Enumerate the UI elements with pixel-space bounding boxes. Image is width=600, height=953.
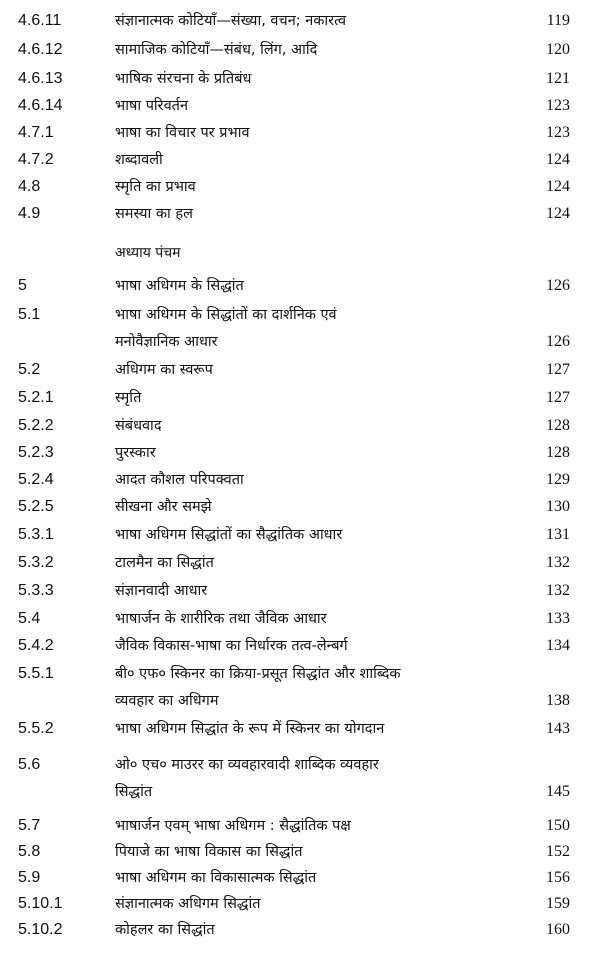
- entry-number: 5.2: [18, 361, 41, 378]
- entry-number: 5.4.2: [18, 637, 54, 654]
- entry-page: 124: [546, 178, 570, 195]
- entry-title: भाषार्जन के शारीरिक तथा जैविक आधार: [115, 611, 327, 627]
- entry-page: 124: [546, 205, 570, 222]
- entry-page: 156: [546, 869, 570, 886]
- entry-title: संज्ञानात्मक कोटियाँ—संख्या, वचन; नकारत्व: [115, 13, 347, 29]
- entry-page: 128: [546, 444, 570, 461]
- entry-page: 130: [546, 498, 570, 515]
- entry-number: 5.7: [18, 817, 41, 834]
- entry-title: स्मृति का प्रभाव: [115, 179, 196, 195]
- entry-title: अधिगम का स्वरूप: [115, 362, 213, 378]
- entry-number: 4.6.13: [18, 70, 63, 87]
- entry-page: 145: [546, 783, 570, 800]
- entry-page: 134: [546, 637, 570, 654]
- entry-number: 5.1: [18, 306, 41, 323]
- entry-title: संज्ञानवादी आधार: [115, 583, 208, 599]
- entry-number: 5.2.3: [18, 444, 54, 461]
- entry-title: पियाजे का भाषा विकास का सिद्धांत: [115, 844, 303, 860]
- entry-title: भाषा अधिगम का विकासात्मक सिद्धांत: [115, 870, 317, 886]
- entry-number: 4.9: [18, 205, 41, 222]
- entry-number: 5.2.1: [18, 389, 54, 406]
- entry-page: 132: [546, 554, 570, 571]
- entry-page: 143: [546, 720, 570, 737]
- entry-number: 4.6.11: [18, 12, 62, 29]
- entry-title: स्मृति: [115, 390, 142, 406]
- entry-title: पुरस्कार: [115, 445, 156, 461]
- entry-page: 131: [546, 526, 570, 543]
- entry-page: 159: [546, 895, 570, 912]
- entry-number: 4.7.2: [18, 151, 54, 168]
- entry-page: 129: [546, 471, 570, 488]
- entry-number: 5.2.4: [18, 471, 54, 488]
- entry-title: बी० एफ० स्किनर का क्रिया-प्रसूत सिद्धांत और शाब्दिक: [115, 666, 401, 682]
- entry-page: 126: [546, 277, 570, 294]
- entry-number: 5.10.1: [18, 895, 63, 912]
- entry-number: 5.2.2: [18, 417, 54, 434]
- entry-page: 127: [546, 361, 570, 378]
- entry-number: 5.10.2: [18, 921, 63, 938]
- entry-number: 5: [18, 277, 27, 294]
- entry-title-line2: व्यवहार का अधिगम: [115, 693, 219, 709]
- entry-title: भाषा का विचार पर प्रभाव: [115, 125, 250, 141]
- entry-title: भाषार्जन एवम् भाषा अधिगम : सैद्धांतिक पक्ष: [115, 818, 351, 834]
- entry-page: 138: [546, 692, 570, 709]
- entry-title: संज्ञानात्मक अधिगम सिद्धांत: [115, 896, 261, 912]
- entry-title: टालमैन का सिद्धांत: [115, 555, 214, 571]
- entry-title: आदत कौशल परिपक्वता: [115, 472, 244, 488]
- entry-number: 4.8: [18, 178, 41, 195]
- entry-number: 5.3.1: [18, 526, 54, 543]
- entry-number: 5.4: [18, 610, 41, 627]
- entry-number: 4.6.12: [18, 41, 63, 58]
- entry-number: 5.8: [18, 843, 41, 860]
- entry-title: संबंधवाद: [115, 418, 162, 434]
- entry-title: भाषा अधिगम के सिद्धांतों का दार्शनिक एवं: [115, 307, 337, 323]
- entry-number: 4.7.1: [18, 124, 54, 141]
- entry-page: 133: [546, 610, 570, 627]
- entry-number: 4.6.14: [18, 97, 63, 114]
- entry-number: 5.5.2: [18, 720, 54, 737]
- entry-page: 152: [546, 843, 570, 860]
- entry-title: सीखना और समझे: [115, 499, 212, 515]
- entry-number: 5.6: [18, 756, 41, 773]
- entry-number: 5.2.5: [18, 498, 54, 515]
- entry-title: कोहलर का सिद्धांत: [115, 922, 215, 938]
- entry-page: 150: [546, 817, 570, 834]
- entry-title: सामाजिक कोटियाँ—संबंध, लिंग, आदि: [115, 42, 318, 58]
- entry-title: भाषा अधिगम सिद्धांत के रूप में स्किनर का योगदान: [115, 721, 385, 737]
- entry-number: 5.3.2: [18, 554, 54, 571]
- entry-number: 5.9: [18, 869, 41, 886]
- entry-title: भाषिक संरचना के प्रतिबंध: [115, 71, 252, 87]
- entry-title: भाषा अधिगम सिद्धांतों का सैद्धांतिक आधार: [115, 527, 343, 543]
- entry-page: 124: [546, 151, 570, 168]
- entry-page: 127: [546, 389, 570, 406]
- entry-title: ओ० एच० माउरर का व्यवहारवादी शाब्दिक व्यवहार: [115, 757, 379, 773]
- entry-title: समस्या का हल: [115, 206, 193, 222]
- entry-number: 5.5.1: [18, 665, 54, 682]
- chapter-heading: अध्याय पंचम: [115, 245, 181, 261]
- entry-title: शब्दावली: [115, 152, 163, 168]
- entry-title: भाषा अधिगम के सिद्धांत: [115, 278, 244, 294]
- entry-title: जैविक विकास-भाषा का निर्धारक तत्व-लेन्बर्ग: [115, 638, 348, 654]
- entry-page: 128: [546, 417, 570, 434]
- entry-page: 123: [546, 124, 570, 141]
- entry-page: 132: [546, 582, 570, 599]
- entry-page: 119: [546, 12, 570, 29]
- entry-title-line2: मनोवैज्ञानिक आधार: [115, 334, 218, 350]
- entry-title: भाषा परिवर्तन: [115, 98, 188, 114]
- entry-title-line2: सिद्धांत: [115, 784, 153, 800]
- entry-page: 121: [546, 70, 570, 87]
- entry-page: 126: [546, 333, 570, 350]
- entry-page: 123: [546, 97, 570, 114]
- entry-page: 120: [546, 41, 570, 58]
- entry-page: 160: [546, 921, 570, 938]
- entry-number: 5.3.3: [18, 582, 54, 599]
